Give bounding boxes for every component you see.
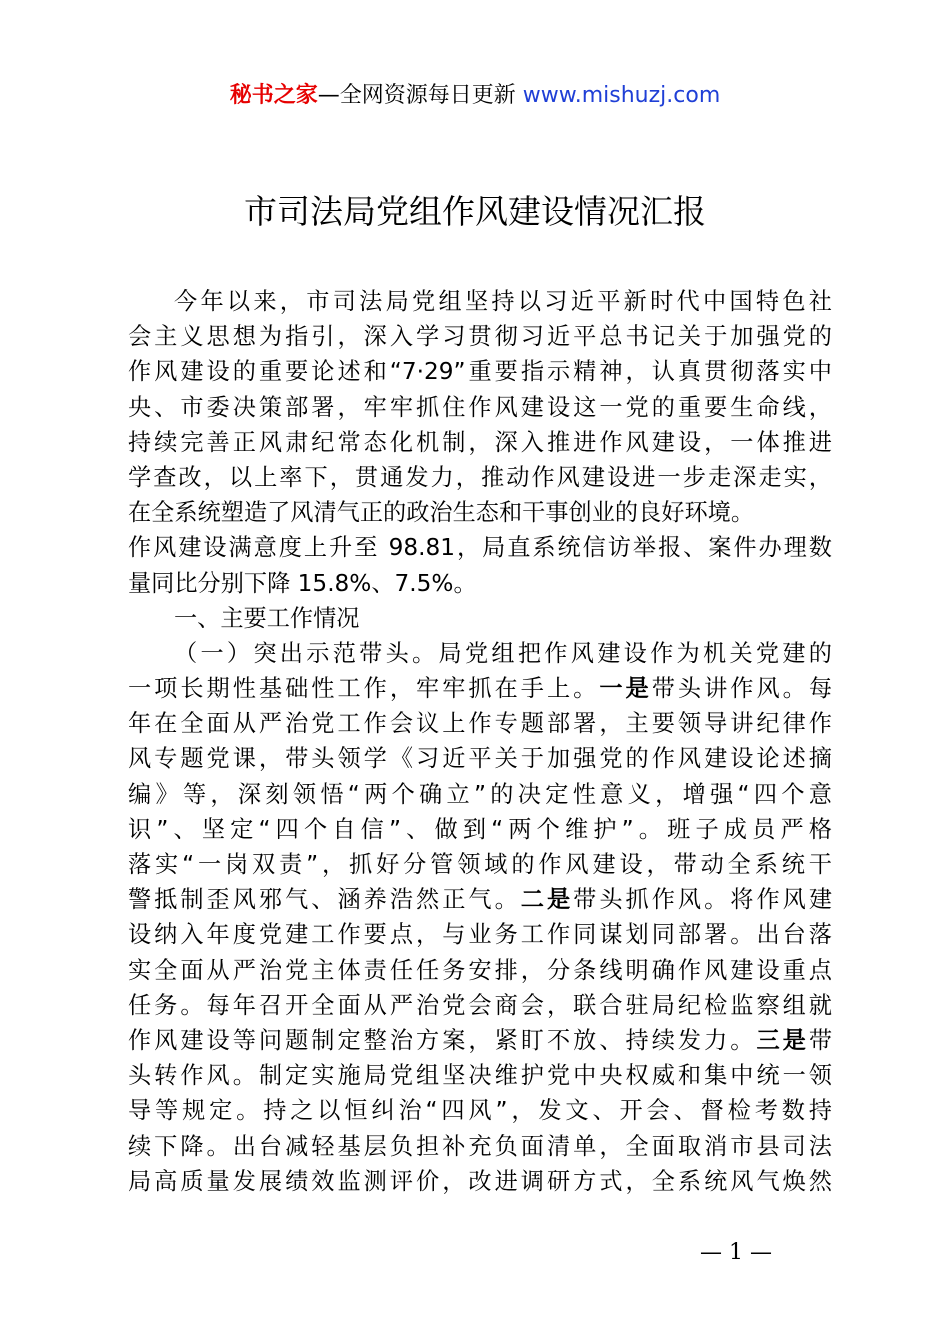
line-text: 实全面从严治党主体责任任务安排，分条线明确作风建设重点 (128, 956, 832, 984)
line-text: 央、市委决策部署，牢牢抓住作风建设这一党的重要生命线， (128, 393, 832, 421)
line-text: 带头抓作风。将作风建 (573, 886, 833, 914)
line-text: 风专题党课，带头领学《习近平关于加强党的作风建设论述摘 (128, 745, 832, 773)
text-line (128, 812, 832, 847)
line-text: 编》等，深刻领悟“两个确立”的决定性意义，增强“四个意 (128, 780, 832, 808)
text-line (128, 882, 832, 917)
text-line (128, 917, 832, 952)
text-line (128, 671, 832, 706)
text-line (128, 953, 832, 988)
document-body (128, 284, 832, 1199)
line-text: 一项长期性基础性工作，牢牢抓在手上。 (128, 675, 600, 703)
text-line (128, 847, 832, 882)
line-text: 带 (808, 1026, 833, 1054)
line-text: 局高质量发展绩效监测评价，改进调研方式，全系统风气焕然 (128, 1167, 832, 1195)
text-line (128, 1023, 832, 1058)
text-line (128, 495, 832, 530)
line-text: 学查改，以上率下，贯通发力，推动作风建设进一步走深走实， (128, 463, 832, 491)
text-line (128, 741, 832, 776)
text-line (128, 530, 832, 565)
text-line (128, 1164, 832, 1199)
line-text: 任务。每年召开全面从严治党会商会，联合驻局纪检监察组就 (128, 991, 832, 1019)
line-text: 带头讲作风。每 (651, 675, 833, 703)
line-text: 识”、坚定“四个自信”、做到“两个维护”。班子成员严格 (128, 815, 832, 843)
line-text: 作风建设满意度上升至 98.81，局直系统信访举报、案件办理数 (128, 534, 832, 562)
bold-lead: 三是 (756, 1026, 809, 1054)
document-title: 市司法局党组作风建设情况汇报 (244, 192, 706, 231)
bold-lead: 一是 (599, 675, 652, 703)
line-text: 会主义思想为指引，深入学习贯彻习近平总书记关于加强党的 (128, 323, 832, 351)
text-line (128, 354, 832, 389)
line-text: 导等规定。持之以恒纠治“四风”，发文、开会、督检考数持 (128, 1097, 832, 1125)
text-line (128, 460, 832, 495)
site-header (0, 80, 950, 112)
page-number: — 1 — (700, 1240, 772, 1265)
line-text: 年在全面从严治党工作会议上作专题部署，主要领导讲纪律作 (128, 710, 832, 738)
text-line (128, 706, 832, 741)
text-line (128, 601, 832, 636)
line-text: 一、主要工作情况 (174, 604, 360, 632)
text-line (128, 390, 832, 425)
brand-name: 秘书之家 (229, 83, 318, 108)
text-line (128, 284, 832, 319)
line-text: 持续完善正风肃纪常态化机制，深入推进作风建设，一体推进 (128, 428, 832, 456)
line-text: 作风建设的重要论述和“7·29”重要指示精神，认真贯彻落实中 (128, 358, 832, 386)
line-text: 落实“一岗双责”，抓好分管领域的作风建设，带动全系统干 (128, 851, 832, 878)
text-line (128, 566, 832, 601)
line-text: 设纳入年度党建工作要点，与业务工作同谋划同部署。出台落 (128, 921, 832, 949)
line-text: 量同比分别下降 15.8%、7.5%。 (128, 569, 477, 597)
line-text: 今年以来，市司法局党组坚持以习近平新时代中国特色社 (174, 288, 832, 315)
header-url[interactable]: www.mishuzj.com (522, 83, 721, 108)
text-line (128, 1058, 832, 1093)
line-text: 续下降。出台减轻基层负担补充负面清单，全面取消市县司法 (128, 1132, 832, 1160)
text-line (128, 319, 832, 354)
text-line (128, 636, 832, 671)
text-line (128, 988, 832, 1023)
line-text: 警抵制歪风邪气、涵养浩然正气。 (128, 886, 521, 914)
bold-lead: 二是 (520, 886, 574, 914)
line-text: （一）突出示范带头。局党组把作风建设作为机关党建的 (174, 639, 832, 667)
text-line (128, 1093, 832, 1128)
text-line (128, 777, 832, 812)
line-text: 在全系统塑造了风清气正的政治生态和干事创业的良好环境。 (128, 499, 755, 527)
header-tagline: —全网资源每日更新 (317, 83, 523, 108)
text-line (128, 425, 832, 460)
line-text: 作风建设等问题制定整治方案，紧盯不放、持续发力。 (128, 1026, 757, 1054)
line-text: 头转作风。制定实施局党组坚决维护党中央权威和集中统一领 (128, 1062, 832, 1090)
text-line (128, 1129, 832, 1164)
